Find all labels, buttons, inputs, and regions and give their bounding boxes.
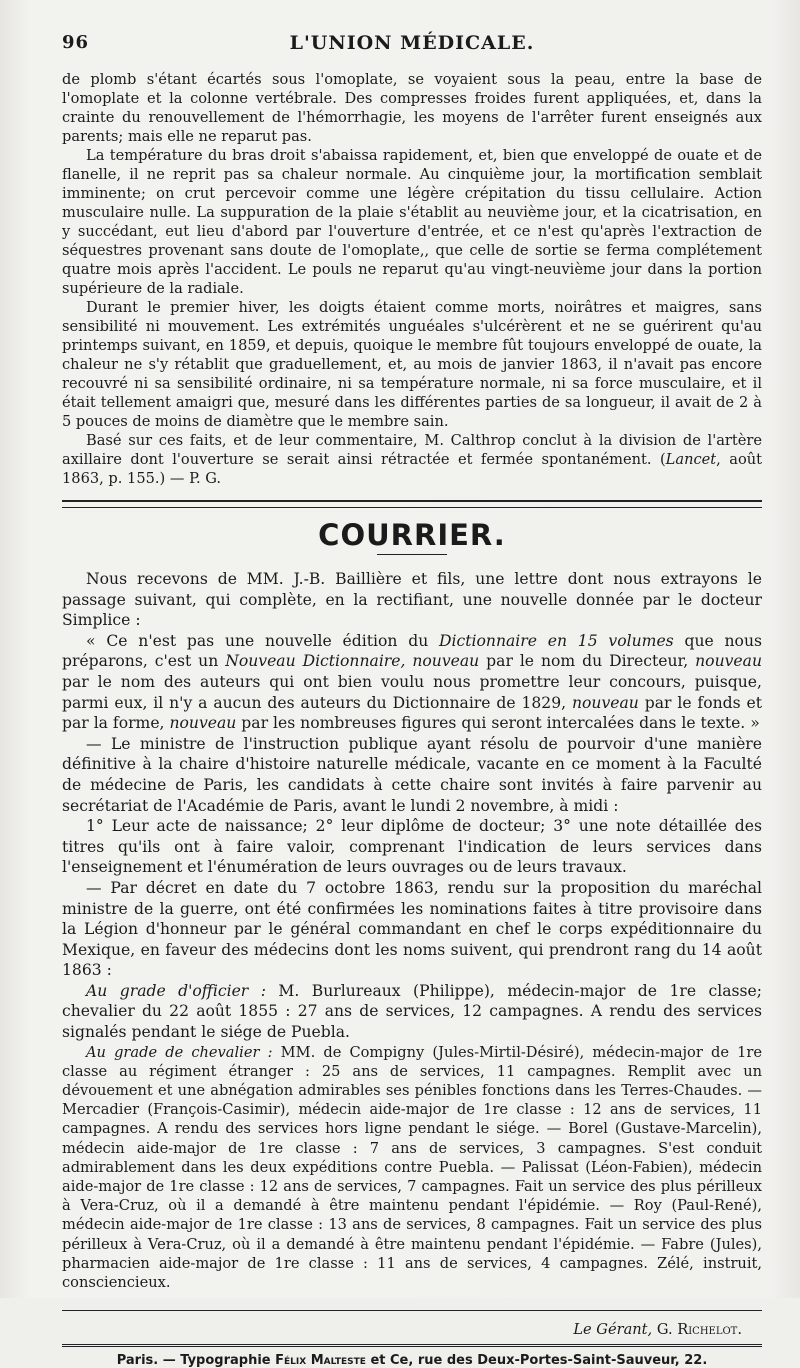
journal-name: Lancet <box>665 451 717 468</box>
quote-italic: nouveau <box>695 652 762 671</box>
courrier-paragraph: Nous recevons de MM. J.-B. Baillière et fils, une lettre dont nous extrayons le passage suivant, qui complète, en la rectifiant, une nouvelle donnée par le docteur Simplice : <box>62 570 762 630</box>
quote-text: par les nombreuses figures qui seront intercalées dans le texte. » <box>236 714 760 733</box>
grade-text: MM. de Compigny (Jules-Mirtil-Désiré), médecin-major de 1re classe au régiment étranger : 25 ans de services, 11 campagnes. Remplit avec un dévouement et une abnégation admirables ses pénibles fonctions dans les Terres-Chaudes. — Mercadier (François-Casimir), médecin aide-major de 1re classe : 12 ans de services, 11 campagnes. A rendu des services hors ligne pendant le siége. — Borel (Gustave-Marcelin), médecin aide-major de 1re classe : 7 ans de services, 3 campagnes. S'est conduit admirablement dans les deux expéditions contre Puebla. — Palissat (Léon-Fabien), médecin aide-major de 1re classe : 12 ans de services, 7 campagnes. Fait un service des plus périlleux à Vera-Cruz, où il a demandé à être maintenu pendant l'épidémie. — Roy (Paul-René), médecin aide-major de 1re classe : 13 ans de services, 8 campagnes. Fait un service des plus périlleux à Vera-Cruz, où il a demandé à être maintenu pendant l'épidémie. — Fabre (Jules), pharmacien aide-major de 1re classe : 11 ans de services, 4 campagnes. Zélé, instruit, consciencieux. <box>62 1043 762 1292</box>
courrier-paragraph: — Le ministre de l'instruction publique ayant résolu de pourvoir d'une manière définitive à la chaire d'histoire naturelle médicale, vacante en ce moment à la Faculté de médecine de Paris, les candidats à cette chaire sont invités à faire parvenir au secrétariat de l'Académie de Paris, avant le lundi 2 novembre, à midi : <box>62 734 762 815</box>
courrier-quote <box>62 631 762 734</box>
article-paragraph: de plomb s'étant écartés sous l'omoplate, se voyaient sous la peau, entre la base de l'omoplate et la colonne vertébrale. Des compresses froides furent appliquées, et, dans la crainte du renouvellement de l'hémorrhagie, les moyens de l'arrêter furent enseignés aux parents; mais elle ne reparut pas. <box>62 71 762 145</box>
quote-text: par le nom des auteurs qui ont bien voulu nous promettre leur concours, puisque, parmi eux, il n'y a aucun des auteurs du Dictionnaire de 1829, <box>62 672 762 712</box>
grade-text: M. Burlureaux (Philippe), médecin-major de 1re classe; chevalier du 22 août 1855 : 27 ans de services, 12 campagnes. A rendu des services signalés pendant le siége de Puebla. <box>62 981 763 1042</box>
footer-rule <box>62 1344 762 1351</box>
article-paragraph-final <box>62 431 762 488</box>
section-separator <box>62 500 762 508</box>
quote-text: par le nom du Directeur, <box>479 652 696 671</box>
signature-name: G. Richelot. <box>656 1321 742 1339</box>
courrier-paragraph: — Par décret en date du 7 octobre 1863, rendu sur la proposition du maréchal ministre de la guerre, ont été confirmées les nominations faites à titre provisoire dans la Légion d'honneur par le général commandant en chef le corps expéditionnaire du Mexique, en faveur des médecins dont les noms suivent, qui prendront rang du 14 août 1863 : <box>62 878 762 980</box>
running-title: L'UNION MÉDICALE. <box>289 32 535 54</box>
article-continuation <box>62 70 762 488</box>
article-paragraph: La température du bras droit s'abaissa rapidement, et, bien que enveloppé de ouate et de flanelle, il ne reprit pas sa chaleur normale. Au cinquième jour, la mortification semblait imminente; on crut percevoir comme une légère crépitation du tissu cellulaire. Action musculaire nulle. La suppuration de la plaie s'établit au neuvième jour, et la cicatrisation, en y succédant, eut lieu d'abord par l'ouverture d'entrée, et ce n'est qu'après l'extraction de séquestres provenant sans doute de l'omoplate,, que celle de sortie se ferma complétement quatre mois après l'accident. Le pouls ne reparut qu'au vingt-neuvième jour dans la portion supérieure de la radiale. <box>62 147 762 297</box>
officer-grade <box>62 981 762 1043</box>
end-rule <box>62 1310 762 1311</box>
section-title: COURRIER. <box>318 518 506 552</box>
quote-text: que nous préparons, c'est un <box>62 631 762 671</box>
courrier-paragraph: 1° Leur acte de naissance; 2° leur diplôme de docteur; 3° une note détaillée des titres qu'ils ont à faire valoir, comprenant l'indication de leurs services dans l'enseignement et l'énumération de leurs ouvrages ou de leurs travaux. <box>62 817 762 877</box>
quote-text: « Ce n'est pas une nouvelle édition du <box>86 631 440 650</box>
imprint <box>62 1353 762 1368</box>
page-number: 96 <box>62 32 90 53</box>
running-head <box>62 28 762 58</box>
grade-label: Au grade de chevalier : <box>86 1043 273 1061</box>
chevalier-section <box>62 1043 762 1293</box>
signature <box>62 1321 762 1338</box>
final-text-b: , août 1863, p. 155.) — P. G. <box>62 451 762 487</box>
chevalier-grade <box>62 1043 762 1293</box>
quote-italic: Nouveau Dictionnaire, nouveau <box>225 652 480 671</box>
signature-role: Le Gérant, <box>573 1321 653 1339</box>
quote-italic: nouveau <box>169 714 237 733</box>
grade-label: Au grade d'officier : <box>86 981 266 1000</box>
quote-text: par le fonds et par la forme, <box>62 693 762 733</box>
quote-italic: Dictionnaire en 15 volumes <box>439 631 674 650</box>
quote-italic: nouveau <box>571 693 639 712</box>
title-underline <box>377 554 447 555</box>
imprint-text: Paris. — Typographie <box>116 1353 276 1368</box>
article-paragraph: Durant le premier hiver, les doigts étaient comme morts, noirâtres et maigres, sans sensibilité ni mouvement. Les extrémités unguéales s'ulcérèrent et ne se guérirent qu'au printemps suivant, en 1859, et depuis, quoique le membre fût toujours enveloppé de ouate, la chaleur ne s'y rétablit que graduellement, et, au mois de janvier 1863, il n'avait pas encore recouvré ni sa sensibilité ordinaire, ni sa température normale, ni sa force musculaire, et il était tellement amaigri que, mesuré dans les différentes parties de sa longueur, il avait de 2 à 5 pouces de moins de diamètre que le membre sain. <box>62 299 762 430</box>
printer-name: Félix Malteste <box>275 1353 366 1368</box>
final-text-a: Basé sur ces faits, et de leur commentaire, M. Calthrop conclut à la division de l'artère axillaire dont l'ouverture se serait ainsi rétractée et fermée spontanément. ( <box>62 432 762 468</box>
imprint-text: et Ce, rue des Deux-Portes-Saint-Sauveur, 22. <box>365 1353 708 1368</box>
courrier-section <box>62 569 762 1043</box>
